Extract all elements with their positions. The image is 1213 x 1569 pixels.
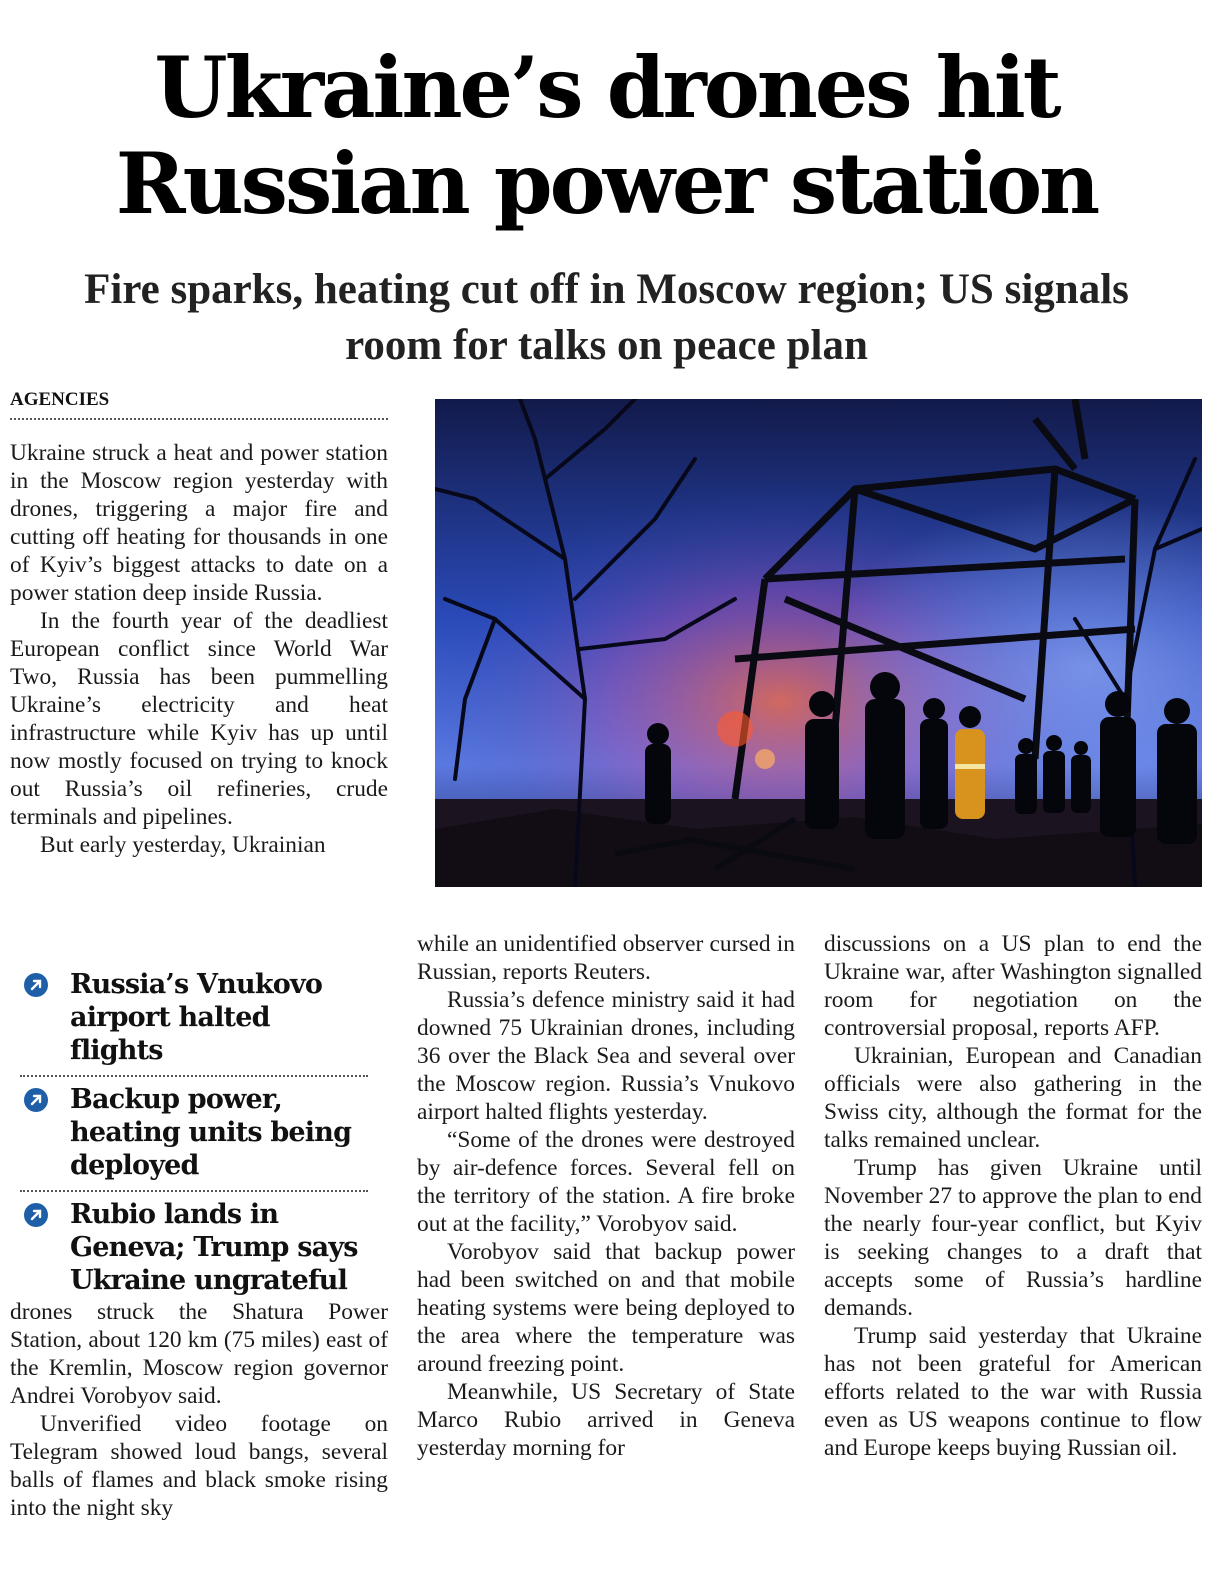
paragraph: But early yesterday, Ukrainian bbox=[40, 832, 326, 858]
paragraph: Ukrainian, European and Canadian officials were also gathering in the Swiss city, although the format for the talks remained unclear. bbox=[824, 1043, 1202, 1153]
news-photo-firefighters-at-damaged-structure bbox=[435, 399, 1202, 887]
paragraph: Ukraine struck a heat and power station in the Moscow region yesterday with drones, triggering a major fire and cutting off heating for thousands in one of Kyiv’s biggest attacks to date on a power station deep inside Russia. bbox=[10, 440, 388, 606]
article-column-3 bbox=[824, 930, 1202, 1462]
paragraph: Trump said yesterday that Ukraine has not been grateful for American efforts related to the war with Russia even as US weapons continue to flow and Europe keeps buying Russian oil. bbox=[824, 1323, 1202, 1461]
article-column-2 bbox=[417, 930, 795, 1462]
headline-line-2: Russian power station bbox=[115, 134, 1098, 233]
highlight-text: Rubio lands in Geneva; Trump says Ukraine ungrateful bbox=[70, 1199, 358, 1296]
paragraph: Russia’s defence ministry said it had downed 75 Ukrainian drones, including 36 over the Black Sea and several over the Moscow region. Russia’s Vnukovo airport halted flights yesterday. bbox=[417, 987, 795, 1125]
article-column-1 bbox=[10, 439, 388, 859]
arrow-icon bbox=[24, 1203, 48, 1227]
byline: AGENCIES bbox=[10, 388, 388, 420]
paragraph: discussions on a US plan to end the Ukraine war, after Washington signalled room for negotiation on the controversial proposal, reports AFP. bbox=[824, 931, 1202, 1041]
highlights-box bbox=[20, 962, 368, 1305]
paragraph: Unverified video footage on Telegram showed loud bangs, several balls of flames and black smoke rising into the night sky bbox=[10, 1411, 388, 1521]
paragraph: Vorobyov said that backup power had been switched on and that mobile heating systems were being deployed to the area where the temperature was around freezing point. bbox=[417, 1239, 795, 1377]
highlight-text: Backup power, heating units being deployed bbox=[70, 1084, 352, 1181]
paragraph: Meanwhile, US Secretary of State Marco Rubio arrived in Geneva yesterday morning for bbox=[417, 1379, 795, 1461]
arrow-icon bbox=[24, 973, 48, 997]
highlight-item bbox=[20, 1192, 368, 1305]
highlight-item bbox=[20, 962, 368, 1077]
paragraph: while an unidentified observer cursed in Russian, reports Reuters. bbox=[417, 931, 795, 985]
paragraph: In the fourth year of the deadliest European conflict since World War Two, Russia has been pummelling Ukraine’s electricity and heat infrastructure while Kyiv has up until now mostly focused on trying to knock out Russia’s oil refineries, crude terminals and pipelines. bbox=[10, 608, 388, 830]
arrow-icon bbox=[24, 1088, 48, 1112]
highlight-text: Russia’s Vnukovo airport halted flights bbox=[70, 969, 323, 1066]
paragraph: drones struck the Shatura Power Station, about 120 km (75 miles) east of the Kremlin, Moscow region governor Andrei Vorobyov said. bbox=[10, 1299, 388, 1409]
subheadline: Fire sparks, heating cut off in Moscow region; US signals room for talks on peace plan bbox=[84, 266, 1129, 369]
headline-line-1: Ukraine’s drones hit bbox=[154, 38, 1059, 137]
paragraph: Trump has given Ukraine until November 27 to approve the plan to end the nearly four-year conflict, but Kyiv is seeking changes to a draft that accepts some of Russia’s hardline demands. bbox=[824, 1155, 1202, 1321]
highlight-item bbox=[20, 1077, 368, 1192]
headline bbox=[0, 40, 1213, 232]
article-column-1-continued bbox=[10, 1298, 388, 1522]
paragraph: “Some of the drones were destroyed by air-defence forces. Several fell on the territory of the station. A fire broke out at the facility,” Vorobyov said. bbox=[417, 1127, 795, 1237]
